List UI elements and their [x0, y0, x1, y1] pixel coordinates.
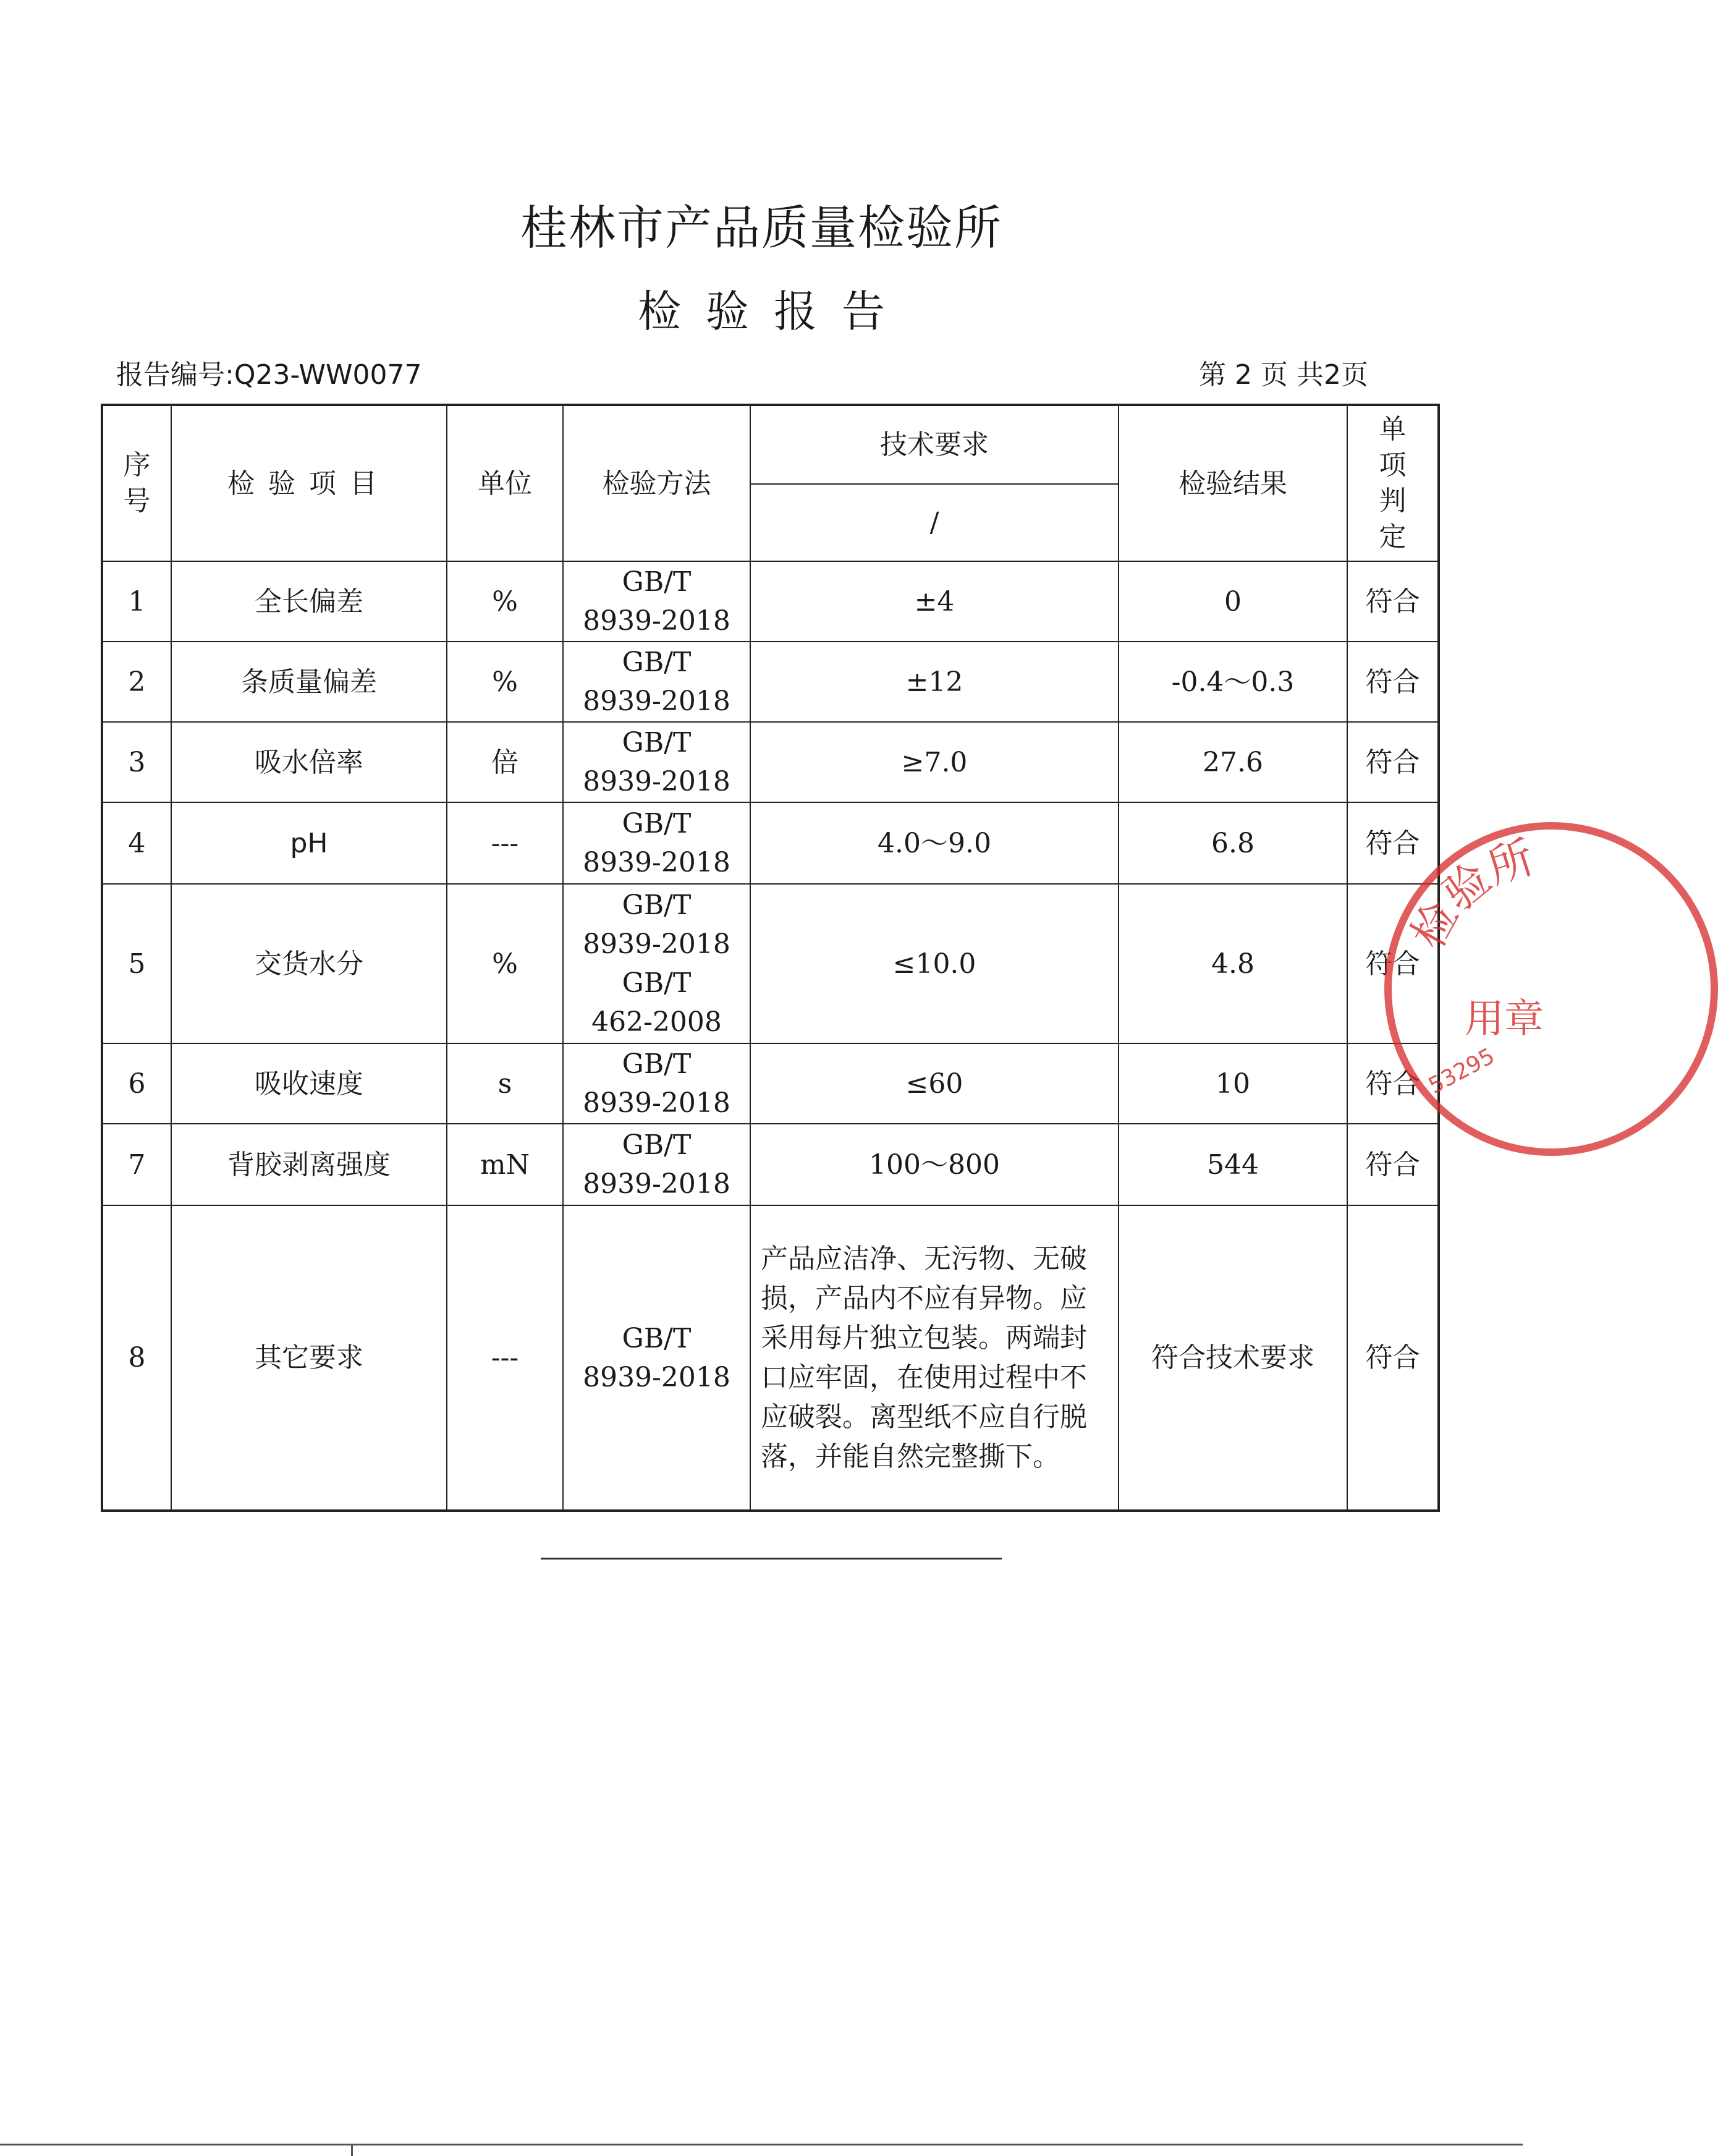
row-requirement: 产品应洁净、无污物、无破损，产品内不应有异物。应采用每片独立包装。两端封口应牢固，在使用过程中不应破裂。离型纸不应自行脱落，并能自然完整撕下。	[750, 1205, 1119, 1511]
row-judgement: 符合	[1347, 561, 1439, 642]
row-unit: s	[447, 1043, 563, 1124]
row-requirement: ≥7.0	[750, 722, 1119, 802]
report-title: 检验报告	[638, 286, 910, 337]
row-item: pH	[171, 802, 447, 884]
row-judgement: 符合	[1347, 1043, 1439, 1124]
seal-icon	[1384, 822, 1718, 1156]
header-requirement-sub: /	[750, 484, 1119, 561]
inspection-table	[101, 404, 1440, 1512]
official-seal	[1384, 822, 1718, 1156]
seal-text: 检验所	[1401, 831, 1540, 957]
table-body	[102, 561, 1439, 1511]
table-row	[102, 1043, 1439, 1124]
header-row	[102, 405, 1439, 484]
row-item: 其它要求	[171, 1205, 447, 1511]
row-seq: 2	[102, 642, 171, 722]
row-judgement: 符合	[1347, 802, 1439, 884]
method-line: 8939-2018	[583, 1361, 730, 1393]
row-unit: %	[447, 884, 563, 1043]
row-item: 吸收速度	[171, 1043, 447, 1124]
method-line: GB/T	[622, 967, 692, 999]
row-unit: %	[447, 561, 563, 642]
row-requirement: ≤10.0	[750, 884, 1119, 1043]
method-line: GB/T	[622, 647, 692, 678]
method-line: 8939-2018	[583, 766, 730, 797]
row-item: 背胶剥离强度	[171, 1124, 447, 1205]
row-judgement: 符合	[1347, 722, 1439, 802]
seal-code: 53295	[1424, 1043, 1499, 1099]
row-unit: %	[447, 642, 563, 722]
row-result: 544	[1119, 1124, 1347, 1205]
row-requirement: 4.0～9.0	[750, 802, 1119, 884]
method-line: 8939-2018	[583, 847, 730, 878]
table-row	[102, 1205, 1439, 1511]
row-unit: ---	[447, 802, 563, 884]
method-line: GB/T	[622, 1129, 692, 1161]
method-line: 462-2008	[591, 1006, 722, 1038]
row-result: 4.8	[1119, 884, 1347, 1043]
method-line: GB/T	[622, 889, 692, 921]
header-method: 检验方法	[563, 405, 750, 561]
row-result: 6.8	[1119, 802, 1347, 884]
method-line: 8939-2018	[583, 1087, 730, 1119]
row-method	[563, 722, 750, 802]
table-row	[102, 1124, 1439, 1205]
row-seq: 7	[102, 1124, 171, 1205]
row-seq: 4	[102, 802, 171, 884]
row-item: 吸水倍率	[171, 722, 447, 802]
table-row	[102, 722, 1439, 802]
row-method	[563, 1043, 750, 1124]
header-item: 检验项目	[171, 405, 447, 561]
seal-subtext: 用章	[1465, 996, 1544, 1042]
institution-title: 桂林市产品质量检验所	[520, 200, 1002, 255]
row-result: 10	[1119, 1043, 1347, 1124]
row-method	[563, 561, 750, 642]
method-line: 8939-2018	[583, 928, 730, 960]
table-row	[102, 561, 1439, 642]
table-row	[102, 884, 1439, 1043]
end-of-report-rule	[541, 1558, 1002, 1560]
method-line: 8939-2018	[583, 605, 730, 637]
row-seq: 3	[102, 722, 171, 802]
row-seq: 1	[102, 561, 171, 642]
row-judgement: 符合	[1347, 642, 1439, 722]
header-seq: 序号	[102, 405, 171, 561]
header-judgement: 单项判定	[1347, 405, 1439, 561]
page-bottom-tick	[351, 2144, 353, 2156]
method-line: GB/T	[622, 1322, 692, 1354]
row-requirement: 100～800	[750, 1124, 1119, 1205]
row-requirement: ≤60	[750, 1043, 1119, 1124]
method-line: GB/T	[622, 808, 692, 839]
header-unit: 单位	[447, 405, 563, 561]
table-row	[102, 802, 1439, 884]
row-requirement: ±4	[750, 561, 1119, 642]
row-unit: 倍	[447, 722, 563, 802]
row-seq: 8	[102, 1205, 171, 1511]
row-seq: 6	[102, 1043, 171, 1124]
page-bottom-edge	[0, 2144, 1523, 2145]
row-unit: ---	[447, 1205, 563, 1511]
row-method	[563, 884, 750, 1043]
method-line: GB/T	[622, 727, 692, 758]
header-requirement: 技术要求	[750, 405, 1119, 484]
report-number: 报告编号:Q23-WW0077	[116, 359, 422, 391]
method-line: GB/T	[622, 1048, 692, 1080]
row-unit: mN	[447, 1124, 563, 1205]
page-indicator: 第 2 页 共2页	[1199, 359, 1368, 391]
row-method	[563, 1205, 750, 1511]
row-judgement: 符合	[1347, 884, 1439, 1043]
row-method	[563, 1124, 750, 1205]
method-line: 8939-2018	[583, 685, 730, 717]
row-result: 符合技术要求	[1119, 1205, 1347, 1511]
row-method	[563, 642, 750, 722]
row-judgement: 符合	[1347, 1124, 1439, 1205]
row-item: 条质量偏差	[171, 642, 447, 722]
row-seq: 5	[102, 884, 171, 1043]
row-item: 交货水分	[171, 884, 447, 1043]
table-row	[102, 642, 1439, 722]
method-line: GB/T	[622, 566, 692, 598]
row-result: -0.4～0.3	[1119, 642, 1347, 722]
row-judgement: 符合	[1347, 1205, 1439, 1511]
svg-text:检验所	[1402, 831, 1540, 957]
header-result: 检验结果	[1119, 405, 1347, 561]
row-item: 全长偏差	[171, 561, 447, 642]
method-line: 8939-2018	[583, 1168, 730, 1200]
row-result: 0	[1119, 561, 1347, 642]
row-result: 27.6	[1119, 722, 1347, 802]
row-requirement: ±12	[750, 642, 1119, 722]
row-method	[563, 802, 750, 884]
